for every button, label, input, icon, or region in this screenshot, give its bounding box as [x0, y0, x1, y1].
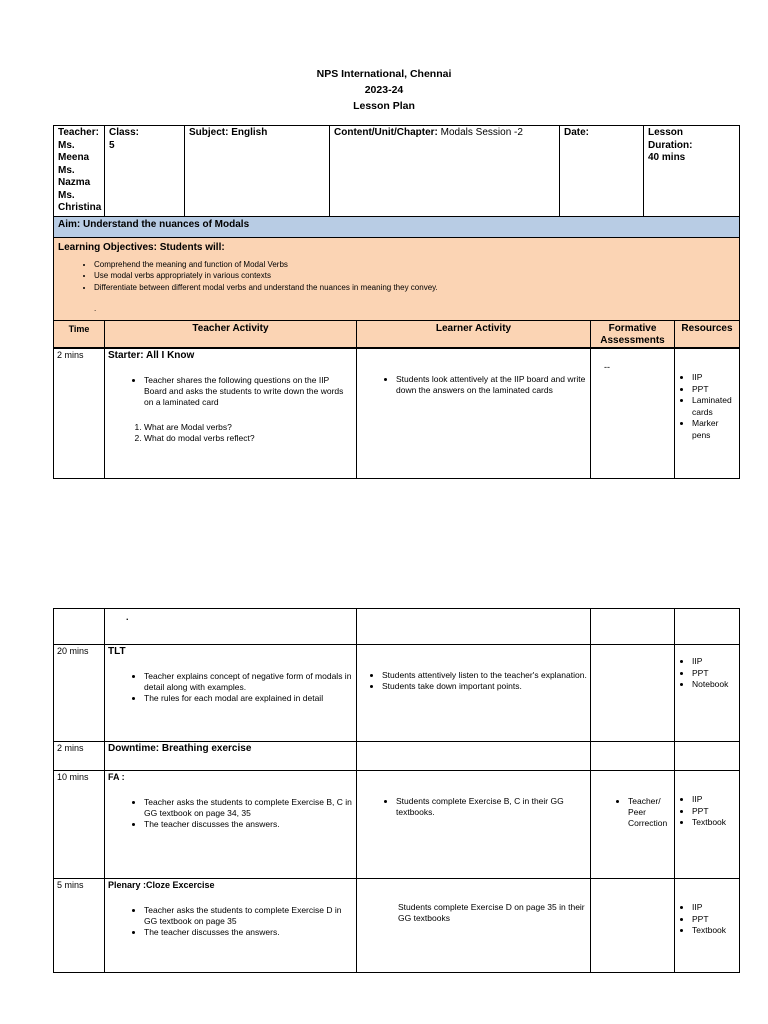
starter-resources [675, 349, 740, 479]
tlt-teacher [105, 645, 357, 742]
aim-row [54, 216, 740, 237]
lesson-plan-table [53, 125, 740, 348]
objectives-title: Learning Objectives: Students will: [58, 241, 225, 253]
plenary-teacher [105, 879, 357, 973]
content-cell: Content/Unit/Chapter: Modals Session -2 [330, 126, 560, 217]
list-item: • Students look attentively at the IIP board and write down the answers on the laminated cards [396, 374, 587, 396]
plenary-title: Plenary :Cloze Excercise [108, 880, 215, 890]
col-time: Time [54, 321, 105, 349]
tlt-resources [675, 645, 740, 742]
col-resources: Resources [675, 321, 740, 349]
list-item: • Teacher/ Peer Correction [628, 796, 671, 829]
list-item: • Students take down important points. [382, 681, 587, 692]
list-item: • Teacher asks the students to complete Exercise D in GG textbook on page 35 [144, 905, 353, 927]
list-item: • Teacher asks the students to complete Exercise B, C in GG textbook on page 34, 35 [144, 797, 353, 819]
school-name: NPS International, Chennai [316, 68, 452, 80]
plenary-resources [675, 879, 740, 973]
table-row [54, 609, 740, 645]
list-item: • The teacher discusses the answers. [144, 819, 353, 830]
activity-table [53, 320, 740, 479]
list-item: • Textbook [692, 925, 736, 937]
table-row [54, 771, 740, 879]
downtime-title: Downtime: Breathing exercise [108, 743, 252, 754]
list-item: • Textbook [692, 817, 736, 829]
document-header [0, 66, 768, 114]
aim-text: Aim: Understand the nuances of Modals [54, 216, 740, 237]
list-item: • Marker pens [692, 418, 736, 441]
list-item: • Teacher explains concept of negative form of modals in detail along with examples. [144, 671, 353, 693]
fa-teacher [105, 771, 357, 879]
table-row [54, 742, 740, 771]
teacher-cell: Teacher: Ms. Meena Ms. Nazma Ms. Christina [54, 126, 105, 217]
list-item: • IIP [692, 372, 736, 384]
tlt-time: 20 mins [54, 645, 105, 742]
list-item: • IIP [692, 794, 736, 806]
list-item: • Differentiate between different modal verbs and understand the nuances in meaning they convey. [94, 282, 735, 294]
list-item: • Comprehend the meaning and function of Modal Verbs [94, 259, 735, 271]
col-learner-activity: Learner Activity [357, 321, 591, 349]
list-item: • The teacher discusses the answers. [144, 927, 353, 938]
list-item: • PPT [692, 668, 736, 680]
list-item: • PPT [692, 914, 736, 926]
list-item: • The rules for each modal are explained in detail [144, 693, 353, 704]
duration-cell: Lesson Duration: 40 mins [644, 126, 740, 217]
list-item: 2. What do modal verbs reflect? [144, 433, 353, 444]
list-item: • Students attentively listen to the teacher's explanation. [382, 670, 587, 681]
table-row [54, 645, 740, 742]
list-item: • Laminated cards [692, 395, 736, 418]
starter-teacher [105, 349, 357, 479]
col-teacher-activity: Teacher Activity [105, 321, 357, 349]
starter-time: 2 mins [54, 349, 105, 479]
plenary-learner: Students complete Exercise D on page 35 in their GG textbooks [357, 879, 591, 973]
list-item: • IIP [692, 902, 736, 914]
list-item: • Students complete Exercise B, C in their GG textbooks. [396, 796, 587, 818]
objectives-trailing-dot: . [94, 304, 97, 313]
list-item: • IIP [692, 656, 736, 668]
column-header-row [54, 321, 740, 349]
list-item: • Teacher shares the following questions on the IIP Board and asks the students to write down the words on a laminated card [144, 375, 353, 408]
plenary-time: 5 mins [54, 879, 105, 973]
list-item: • PPT [692, 384, 736, 396]
date-cell: Date: [560, 126, 644, 217]
list-item: 1. What are Modal verbs? [144, 422, 353, 433]
table-row [54, 349, 740, 479]
list-item: • Use modal verbs appropriately in various contexts [94, 270, 735, 282]
fa-resources [675, 771, 740, 879]
starter-title: Starter: All I Know [108, 350, 195, 361]
academic-year: 2023-24 [364, 84, 404, 96]
starter-learner [357, 349, 591, 479]
tlt-learner [357, 645, 591, 742]
tlt-title: TLT [108, 646, 126, 657]
continuation-dot: . [126, 612, 129, 622]
activity-table-continued [53, 608, 740, 973]
fa-time: 10 mins [54, 771, 105, 879]
fa-formative [591, 771, 675, 879]
fa-learner [357, 771, 591, 879]
list-item: • Notebook [692, 679, 736, 691]
subject-cell: Subject: English [185, 126, 330, 217]
class-cell: Class: 5 [105, 126, 185, 217]
downtime-time: 2 mins [54, 742, 105, 771]
info-row [54, 126, 740, 217]
list-item: • PPT [692, 806, 736, 818]
col-formative: Formative Assessments [591, 321, 675, 349]
fa-title: FA : [108, 772, 125, 782]
table-row [54, 879, 740, 973]
objectives-list [58, 259, 735, 294]
document-title: Lesson Plan [353, 100, 415, 112]
starter-formative: -- [591, 349, 675, 479]
